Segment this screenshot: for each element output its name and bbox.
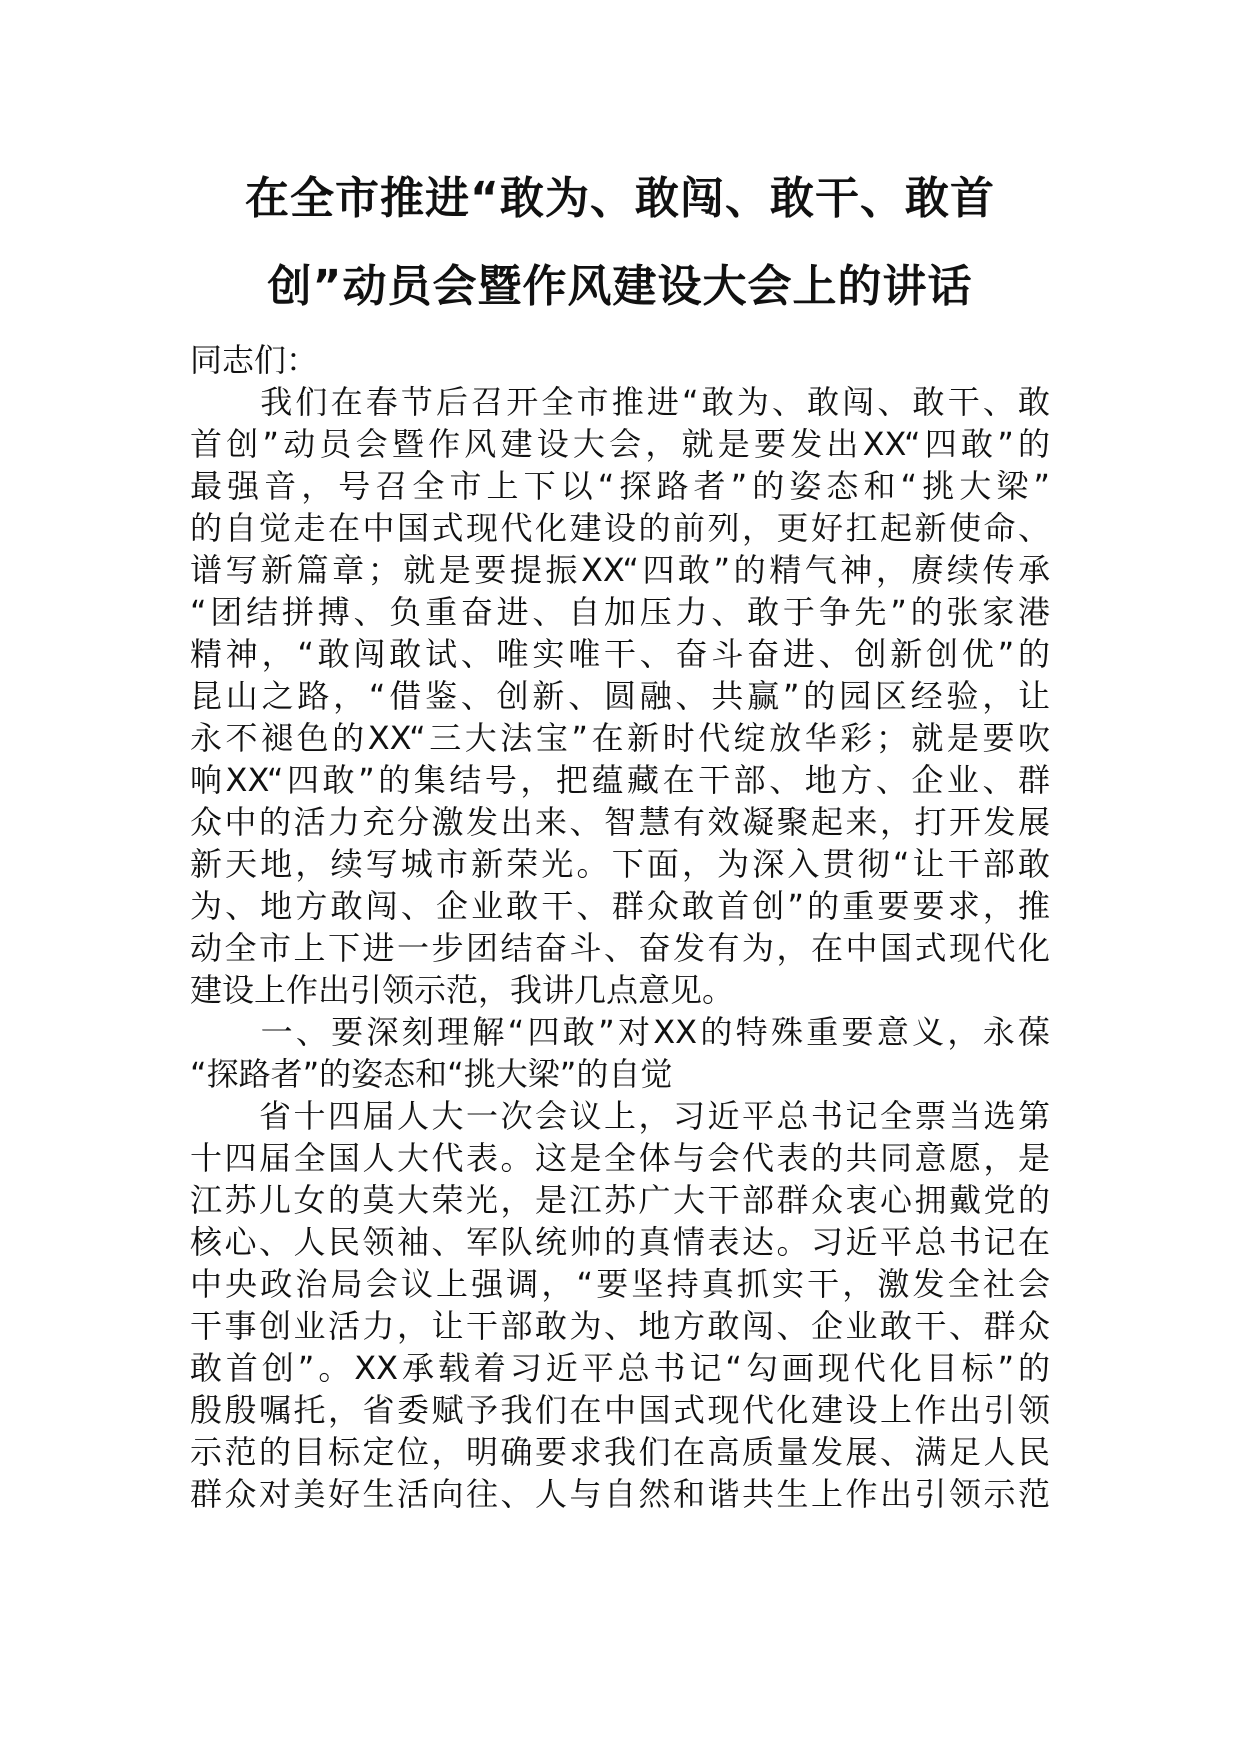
text-line: 的自觉走在中国式现代化建设的前列，更好扛起新使命、 [190, 509, 1050, 547]
text-line: 敢首创”。XX承载着习近平总书记“勾画现代化目标”的 [190, 1349, 1050, 1387]
text-line: 十四届全国人大代表。这是全体与会代表的共同意愿，是 [190, 1139, 1050, 1177]
text-line: 首创”动员会暨作风建设大会，就是要发出XX“四敢”的 [190, 425, 1050, 463]
document-body [190, 339, 1050, 1515]
text-line: 群众对美好生活向往、人与自然和谐共生上作出引领示范 [190, 1475, 1050, 1513]
text-line: 建设上作出引领示范，我讲几点意见。 [190, 971, 735, 1009]
text-line: 谱写新篇章；就是要提振XX“四敢”的精气神，赓续传承 [190, 551, 1050, 589]
text-line: 示范的目标定位，明确要求我们在高质量发展、满足人民 [190, 1433, 1050, 1471]
document-page [190, 0, 1050, 1515]
text-line: “探路者”的姿态和“挑大梁”的自觉 [190, 1055, 673, 1093]
text-line: 江苏儿女的莫大荣光，是江苏广大干部群众衷心拥戴党的 [190, 1181, 1050, 1219]
text-line: 众中的活力充分激发出来、智慧有效凝聚起来，打开发展 [190, 803, 1050, 841]
text-line: 昆山之路，“借鉴、创新、圆融、共赢”的园区经验，让 [190, 677, 1050, 715]
document-title [190, 155, 1050, 331]
text-line: 殷殷嘱托，省委赋予我们在中国式现代化建设上作出引领 [190, 1391, 1050, 1429]
text-line: 最强音，号召全市上下以“探路者”的姿态和“挑大梁” [190, 467, 1050, 505]
title-line: 在全市推进“敢为、敢闯、敢干、敢首 [245, 173, 995, 224]
text-line: “团结拼搏、负重奋进、自加压力、敢于争先”的张家港 [190, 593, 1050, 631]
text-line: 一、要深刻理解“四敢”对XX的特殊重要意义，永葆 [190, 1013, 1050, 1051]
text-line: 我们在春节后召开全市推进“敢为、敢闯、敢干、敢 [190, 383, 1050, 421]
text-line: 省十四届人大一次会议上，习近平总书记全票当选第 [190, 1097, 1050, 1135]
text-line: 核心、人民领袖、军队统帅的真情表达。习近平总书记在 [190, 1223, 1050, 1261]
greeting: 同志们： [190, 341, 319, 379]
text-line: 为、地方敢闯、企业敢干、群众敢首创”的重要要求，推 [190, 887, 1050, 925]
paragraph [190, 381, 1050, 1011]
text-line: 中央政治局会议上强调，“要坚持真抓实干，激发全社会 [190, 1265, 1050, 1303]
text-line: 干事创业活力，让干部敢为、地方敢闯、企业敢干、群众 [190, 1307, 1050, 1345]
text-line: 动全市上下进一步团结奋斗、奋发有为，在中国式现代化 [190, 929, 1050, 967]
paragraph [190, 1095, 1050, 1515]
text-line: 永不褪色的XX“三大法宝”在新时代绽放华彩；就是要吹 [190, 719, 1050, 757]
title-line: 创”动员会暨作风建设大会上的讲话 [267, 261, 973, 312]
text-line: 新天地，续写城市新荣光。下面，为深入贯彻“让干部敢 [190, 845, 1050, 883]
text-line: 响XX“四敢”的集结号，把蕴藏在干部、地方、企业、群 [190, 761, 1050, 799]
text-line: 精神，“敢闯敢试、唯实唯干、奋斗奋进、创新创优”的 [190, 635, 1050, 673]
section-heading [190, 1011, 1050, 1095]
